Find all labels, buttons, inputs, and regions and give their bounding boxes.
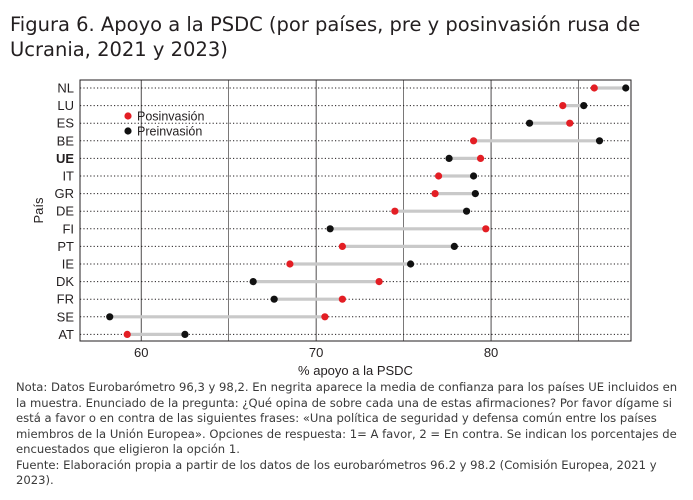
legend-marker — [124, 127, 131, 134]
preinvasion-point — [580, 102, 587, 109]
category-label: ES — [56, 115, 74, 131]
x-tick-label: 70 — [308, 345, 324, 360]
posinvasion-point — [124, 331, 131, 338]
preinvasion-point — [622, 84, 629, 91]
category-label: IE — [61, 256, 74, 272]
category-label: FI — [62, 221, 74, 237]
posinvasion-point — [339, 243, 346, 250]
posinvasion-point — [566, 120, 573, 127]
category-label: AT — [58, 326, 74, 342]
preinvasion-point — [526, 120, 533, 127]
posinvasion-point — [435, 172, 442, 179]
posinvasion-point — [482, 225, 489, 232]
posinvasion-point — [339, 296, 346, 303]
posinvasion-point — [321, 313, 328, 320]
preinvasion-point — [181, 331, 188, 338]
x-tick-label: 80 — [483, 345, 499, 360]
preinvasion-point — [472, 190, 479, 197]
posinvasion-point — [286, 260, 293, 267]
posinvasion-point — [431, 190, 438, 197]
preinvasion-point — [250, 278, 257, 285]
posinvasion-point — [376, 278, 383, 285]
posinvasion-point — [559, 102, 566, 109]
legend-label: Posinvasión — [137, 109, 205, 124]
category-label: UE — [55, 150, 74, 166]
y-axis-label: País — [31, 197, 46, 224]
category-label: FR — [56, 291, 74, 307]
category-label: IT — [62, 168, 74, 184]
category-label: BE — [56, 133, 74, 149]
preinvasion-point — [445, 155, 452, 162]
category-label: SE — [56, 309, 74, 325]
category-label: LU — [57, 98, 74, 114]
legend-marker — [124, 112, 131, 119]
posinvasion-point — [477, 155, 484, 162]
x-axis-label: % apoyo a la PSDC — [298, 363, 413, 378]
legend — [124, 110, 204, 139]
posinvasion-point — [391, 208, 398, 215]
preinvasion-point — [106, 313, 113, 320]
category-label: DE — [55, 203, 74, 219]
preinvasion-point — [596, 137, 603, 144]
category-label: PT — [57, 238, 74, 254]
preinvasion-point — [451, 243, 458, 250]
category-label: DK — [55, 274, 74, 290]
preinvasion-point — [407, 260, 414, 267]
figure-note — [16, 380, 684, 489]
preinvasion-point — [463, 208, 470, 215]
legend-label: Preinvasión — [137, 124, 203, 139]
figure-title: Figura 6. Apoyo a la PSDC (por países, pre y posinvasión rusa de Ucrania, 2021 y 2023) — [10, 13, 641, 61]
category-label: NL — [57, 80, 74, 96]
posinvasion-point — [591, 84, 598, 91]
preinvasion-point — [327, 225, 334, 232]
posinvasion-point — [470, 137, 477, 144]
category-label: GR — [54, 186, 74, 202]
source-text: Fuente: Elaboración propia a partir de los datos de los eurobarómetros 96.2 y 98.2 (Comisión Europea, 2021 y 2023). — [16, 457, 657, 487]
preinvasion-point — [470, 172, 477, 179]
note-text: Nota: Datos Eurobarómetro 96,3 y 98,2. En negrita aparece la media de confianza para los países UE incluidos en la muestra. Enunciado de la pregunta: ¿Qué opina de sobre cada una de estas afirmaciones? Por favor dígame si está a favor o en contra de las siguientes frases: «Una política de seguridad y defensa común entre los países miembros de la Unión Europea». Opciones de respuesta: 1= A favor, 2 = En contra. Se indican los porcentajes de encuestados que eligieron la opción 1. — [16, 380, 678, 456]
preinvasion-point — [271, 296, 278, 303]
x-tick-label: 60 — [133, 345, 149, 360]
